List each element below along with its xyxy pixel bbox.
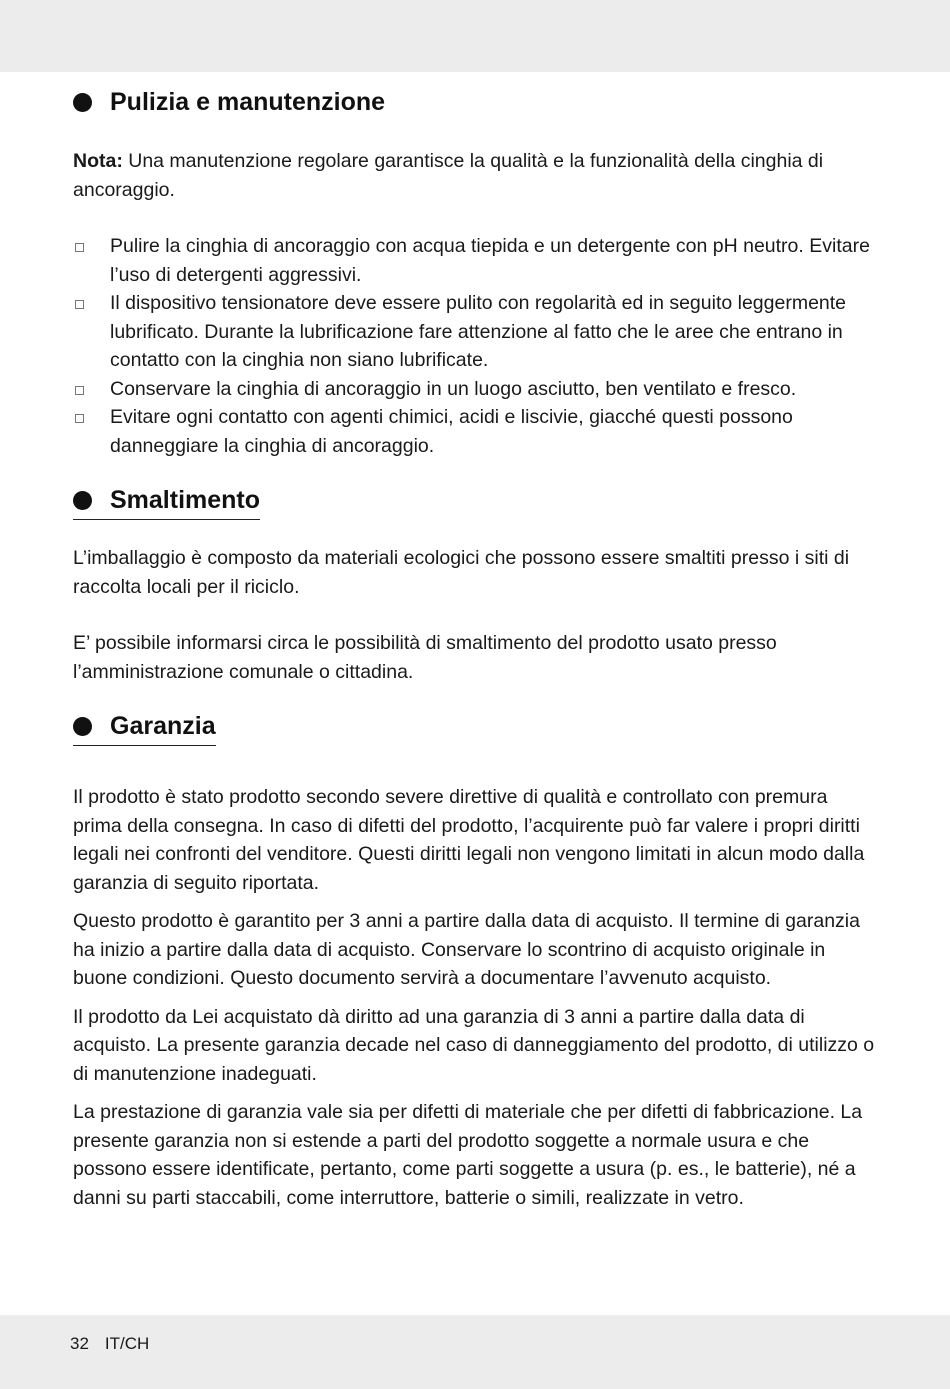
checkbox-square-icon — [75, 414, 84, 423]
bullet-dot-icon — [73, 93, 92, 112]
note-label: Nota: — [73, 150, 123, 172]
section-title: Garanzia — [110, 712, 216, 740]
maintenance-list — [73, 232, 881, 460]
page-content — [73, 88, 881, 1212]
paragraph: L’imballaggio è composto da materiali ecologici che possono essere smaltiti presso i siti di raccolta locali per il riciclo. — [73, 547, 850, 598]
section-heading-warranty — [73, 712, 216, 746]
bullet-dot-icon — [73, 717, 92, 736]
section-heading-maintenance — [73, 88, 385, 121]
section-title: Smaltimento — [110, 486, 261, 514]
checkbox-square-icon — [75, 243, 84, 252]
locale-code: IT/CH — [104, 1334, 150, 1353]
list-item: Conservare la cinghia di ancoraggio in un luogo asciutto, ben ventilato e fresco. — [73, 375, 881, 404]
note-paragraph — [73, 147, 881, 204]
checkbox-square-icon — [75, 386, 84, 395]
bullet-dot-icon — [73, 491, 92, 510]
checkbox-square-icon — [75, 300, 84, 309]
paragraph: Il prodotto è stato prodotto secondo severe direttive di qualità e controllato con premura prima della consegna. In caso di difetti del prodotto, l’acquirente può far valere i propri diritti legali nei confronti del venditore. Questi diritti legali non vengono limitati in alcun modo dalla garanzia di seguito riportata. — [73, 786, 865, 894]
paragraph: La prestazione di garanzia vale sia per difetti di materiale che per difetti di fabbricazione. La presente garanzia non si estende a parti del prodotto soggette a normale usura e che possono essere identificate, pertanto, come parti soggette a usura (p. es., le batterie), né a danni su parti staccabili, come interruttore, batterie o simili, realizzate in vetro. — [73, 1101, 863, 1209]
note-text: Una manutenzione regolare garantisce la qualità e la funzionalità della cinghia di ancoraggio. — [73, 150, 824, 201]
header-band — [0, 0, 950, 72]
section-heading-disposal — [73, 486, 260, 520]
paragraph: E’ possibile informarsi circa le possibilità di smaltimento del prodotto usato presso l’amministrazione comunale o cittadina. — [73, 632, 777, 683]
list-item: Il dispositivo tensionatore deve essere pulito con regolarità ed in seguito leggermente lubrificato. Durante la lubrificazione fare attenzione al fatto che le aree che entrano in contatto con la cinghia non siano lubrificate. — [73, 289, 881, 375]
page-number: 32 — [70, 1334, 89, 1353]
page-footer — [70, 1334, 149, 1354]
section-title: Pulizia e manutenzione — [110, 88, 386, 116]
list-item: Pulire la cinghia di ancoraggio con acqua tiepida e un detergente con pH neutro. Evitare l’uso di detergenti aggressivi. — [73, 232, 881, 289]
list-item: Evitare ogni contatto con agenti chimici, acidi e liscivie, giacché questi possono danneggiare la cinghia di ancoraggio. — [73, 403, 881, 460]
paragraph: Questo prodotto è garantito per 3 anni a partire dalla data di acquisto. Il termine di garanzia ha inizio a partire dalla data di acquisto. Conservare lo scontrino di acquisto originale in buone condizioni. Questo documento servirà a documentare l’avvenuto acquisto. — [73, 910, 860, 989]
paragraph: Il prodotto da Lei acquistato dà diritto ad una garanzia di 3 anni a partire dalla data di acquisto. La presente garanzia decade nel caso di danneggiamento del prodotto, di utilizzo o di manutenzione inadeguati. — [73, 1005, 875, 1085]
